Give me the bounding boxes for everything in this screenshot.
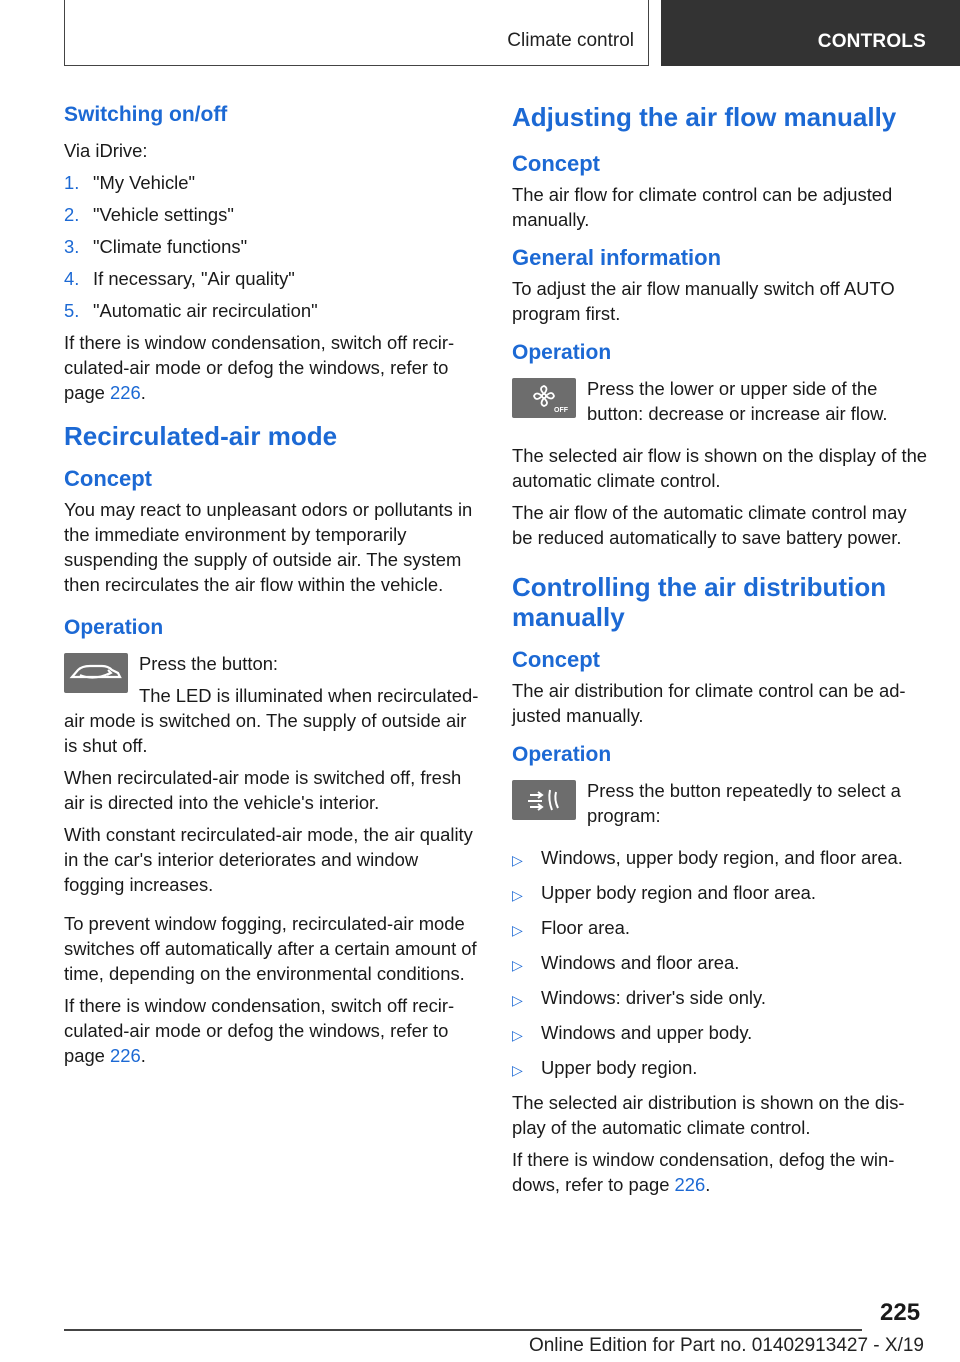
svg-text:OFF: OFF: [554, 407, 568, 414]
via-idrive: Via iDrive:: [64, 140, 148, 161]
list-item: ▷ Windows, upper body region, and floor area.: [512, 845, 932, 873]
distribution-shown: The selected air distribution is shown on the display of the automatic climate control.: [512, 1092, 905, 1138]
right-column: [512, 100, 932, 1204]
list-item: ▷ Floor area.: [512, 915, 932, 943]
air-distribution-icon: [512, 780, 576, 820]
distribution-operation: [512, 778, 932, 835]
airflow-concept-heading: Concept: [512, 151, 600, 176]
page-link[interactable]: 226: [110, 382, 141, 403]
triangle-bullet-icon: ▷: [512, 922, 523, 938]
list-item: 2. "Vehicle settings": [64, 204, 234, 225]
list-item: 5. "Automatic air recirculation": [64, 300, 318, 321]
airflow-operation: [512, 376, 932, 433]
distribution-concept-heading: Concept: [512, 647, 600, 672]
idrive-steps: [64, 170, 482, 323]
recirc-heading: Recirculated-air mode: [64, 421, 338, 451]
distribution-operation-heading: Operation: [512, 743, 612, 766]
section-title: Climate control: [507, 30, 634, 51]
footer-divider: [64, 1329, 862, 1331]
header-section-box: [64, 0, 649, 66]
airflow-reduced: The air flow of the automatic climate control may be reduced automatically to save battery power.: [512, 502, 907, 548]
car-recirculation-icon: [64, 653, 128, 693]
general-info-text: To adjust the air flow manually switch off AUTO program first.: [512, 278, 895, 324]
distribution-note: If there is window condensation, defog the windows, refer to page 226.: [512, 1149, 895, 1195]
condensation-note: If there is window condensation, switch off recirculated-air mode or defog the windows, refer to page 226.: [64, 332, 455, 403]
distribution-press: Press the button repeatedly to select a program:: [587, 780, 901, 826]
list-item: ▷ Windows and floor area.: [512, 950, 932, 978]
list-item: ▷ Upper body region.: [512, 1055, 932, 1083]
page-number: 225: [880, 1299, 921, 1326]
airflow-heading: Adjusting the air flow manually: [512, 102, 897, 132]
list-item: 1. "My Vehicle": [64, 172, 195, 193]
left-column: [64, 100, 482, 1075]
triangle-bullet-icon: ▷: [512, 992, 523, 1008]
recirc-press: Press the button:: [139, 653, 279, 674]
triangle-bullet-icon: ▷: [512, 1027, 523, 1043]
triangle-bullet-icon: ▷: [512, 1062, 523, 1078]
recirc-concept-text: You may react to unpleasant odors or pollutants in the immediate environment by temporarily suspending the supply of outside air. The system then recirculates the air flow within the vehicle.: [64, 499, 473, 595]
recirc-constant: With constant recirculated-air mode, the air quality in the car's interior deteriorates and window fogging increases.: [64, 824, 473, 895]
page-link[interactable]: 226: [110, 1045, 141, 1066]
distribution-heading: Controlling the air distribution manually: [512, 572, 887, 632]
airflow-shown: The selected air flow is shown on the display of the automatic climate control.: [512, 445, 928, 491]
recirc-prevent: To prevent window fogging, recirculated-air mode switches off automatically after a certain amount of time, depending on the environmental conditions.: [64, 913, 477, 984]
list-item: ▷ Windows: driver's side only.: [512, 985, 932, 1013]
chapter-title: CONTROLS: [817, 31, 926, 52]
airflow-concept-text: The air flow for climate control can be adjusted manually.: [512, 184, 893, 230]
recirc-operation-heading: Operation: [64, 616, 164, 639]
recirc-led: The LED is illuminated when recirculated-air mode is switched on. The supply of outside air is shut off.: [64, 685, 479, 756]
triangle-bullet-icon: ▷: [512, 852, 523, 868]
distribution-programs: [512, 845, 932, 1083]
list-item: 4. If necessary, "Air quality": [64, 268, 295, 289]
recirc-operation: [64, 651, 482, 758]
recirc-concept-heading: Concept: [64, 466, 152, 491]
list-item: ▷ Upper body region and floor area.: [512, 880, 932, 908]
distribution-concept-text: The air distribution for climate control can be adjusted manually.: [512, 680, 906, 726]
airflow-press: Press the lower or upper side of the button: decrease or increase air flow.: [587, 378, 888, 424]
recirc-note: If there is window condensation, switch off recirculated-air mode or defog the windows, refer to page 226.: [64, 995, 455, 1066]
general-info-heading: General information: [512, 245, 722, 270]
fan-off-icon: [512, 378, 576, 418]
switching-heading: Switching on/off: [64, 103, 228, 126]
footer-edition: Online Edition for Part no. 01402913427 - X/19: [528, 1335, 924, 1356]
list-item: 3. "Climate functions": [64, 236, 248, 257]
list-item: ▷ Windows and upper body.: [512, 1020, 932, 1048]
recirc-off: When recirculated-air mode is switched off, fresh air is directed into the vehicle's interior.: [64, 767, 462, 813]
airflow-operation-heading: Operation: [512, 341, 612, 364]
page-link[interactable]: 226: [674, 1174, 706, 1195]
triangle-bullet-icon: ▷: [512, 957, 523, 973]
header-chapter-box: [661, 0, 960, 66]
triangle-bullet-icon: ▷: [512, 887, 523, 903]
